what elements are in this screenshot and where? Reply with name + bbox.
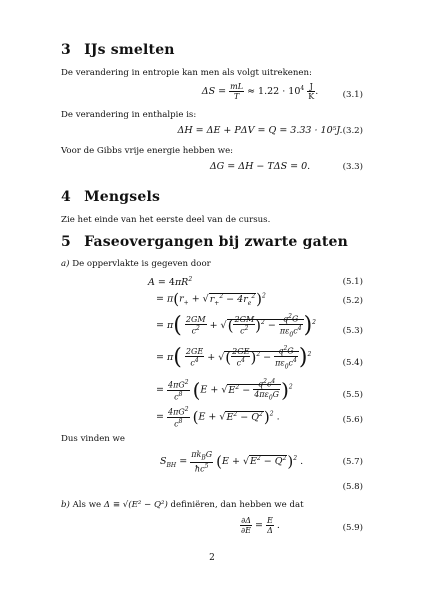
paragraph-entropy-intro: De verandering in entropie kan men als volgt uitrekenen:: [61, 68, 312, 78]
paragraph-enthalpy-intro: De verandering in enthalpie is:: [61, 110, 197, 120]
section-title: Mengsels: [84, 189, 161, 205]
paragraph-gibbs-intro: Voor de Gibbs vrije energie hebben we:: [61, 146, 234, 156]
equation-number: (5.6): [342, 415, 363, 425]
part-text: definiëren, dan hebben we dat: [170, 500, 304, 510]
part-text: De oppervlakte is gegeven door: [72, 259, 211, 269]
paragraph-part-b: [61, 500, 304, 511]
paragraph-thus: Dus vinden we: [61, 434, 125, 444]
equation-5-3: = π( $\frac{2GM}{c^2}$ + √( $\frac{2GM}{c^2}$ )$^2$ − $\frac{q^2G}{\pi\varepsilon_0c^4}$ )$^2$: [156, 313, 316, 338]
equation-5-9: $\frac{\partial\Delta}{\partial E}$ = $\frac{E}{\Delta}$ .: [241, 516, 280, 535]
section-title: Faseovergangen bij zwarte gaten: [84, 234, 349, 250]
equation-3-2: ΔH = ΔE + PΔV = Q = 3.33 · 10⁵J.: [177, 125, 343, 136]
paragraph-mixtures: Zie het einde van het eerste deel van de cursus.: [61, 215, 271, 225]
inline-definition: Δ ≡ √(E² − Q²): [103, 500, 168, 510]
equation-3-1: ΔS = $\frac{mL}{T}$ ≈ $1.22 \cdot 10^4$ $\frac{J}{K}$ .: [201, 82, 319, 101]
part-label: a): [61, 259, 70, 269]
equation-number: (5.7): [342, 457, 363, 467]
equation-number: (3.3): [342, 162, 363, 172]
equation-number: (3.1): [342, 90, 363, 100]
equation-number: (5.3): [342, 326, 363, 336]
paragraph-part-a: [61, 259, 211, 270]
equation-5-6: = $\frac{4\pi G^2}{c^8}$ $(E + √E^2 - Q^2)^2$ .: [156, 406, 280, 429]
part-text: Als we: [72, 500, 102, 510]
equation-number: (5.2): [342, 296, 363, 306]
section-heading-3: [61, 42, 175, 58]
equation-number: (5.9): [342, 523, 363, 533]
section-number: 5: [61, 234, 71, 250]
equation-3-3: ΔG = ΔH − TΔS = 0.: [209, 161, 311, 172]
equation-number: (5.5): [342, 390, 363, 400]
page-number: 2: [209, 553, 215, 563]
section-title: IJs smelten: [84, 42, 175, 58]
equation-number: (3.2): [342, 126, 363, 136]
section-number: 4: [61, 189, 71, 205]
section-heading-5: [61, 234, 348, 250]
equation-5-7: $S_{BH}$ = $\frac{\pi k_BG}{ħc^5}$ $(E + √E^2 - Q^2)^2$ .: [160, 450, 304, 474]
section-number: 3: [61, 42, 71, 58]
equation-number: (5.1): [342, 277, 363, 287]
equation-5-5: = $\frac{4\pi G^2}{c^8}$ ($E + √E^2$ − $\frac{q^2c^4}{4\pi\varepsilon_0G}$ )$^2$: [156, 378, 293, 402]
equation-5-2: = $\pi(r_+ + √r_+^2 - 4r_e^2)^2$: [156, 290, 266, 308]
equation-number: (5.8): [342, 482, 363, 492]
equation-5-1: $A = 4\pi R^2$: [148, 276, 193, 289]
equation-5-4: = π( $\frac{2GE}{c^4}$ + √( $\frac{2GE}{c^4}$ )$^2$ − $\frac{q^2G}{\pi\varepsilon_0c^4}$ )$^2$: [156, 345, 312, 370]
section-heading-4: [61, 189, 160, 205]
part-label: b): [61, 500, 70, 510]
equation-number: (5.4): [342, 358, 363, 368]
